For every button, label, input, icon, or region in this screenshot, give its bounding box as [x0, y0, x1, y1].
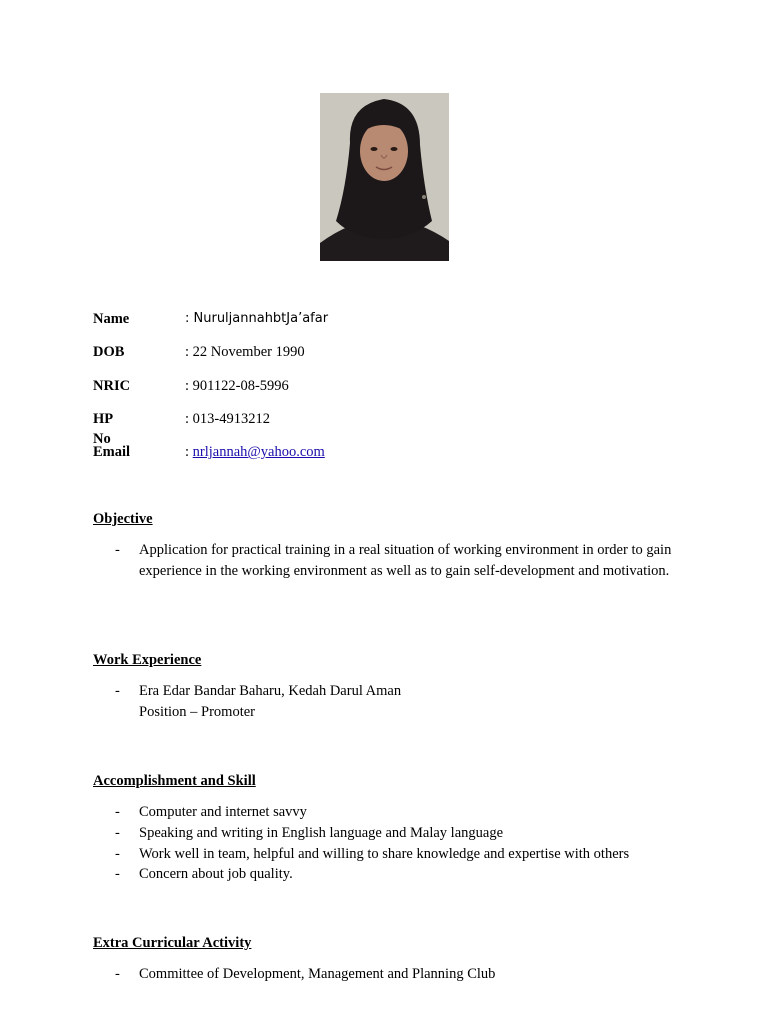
list-item: [93, 844, 693, 865]
nric-value: : 901122-08-5996: [185, 377, 289, 394]
skills-section: [93, 771, 693, 885]
dob-value: : 22 November 1990: [185, 344, 305, 361]
email-link[interactable]: nrljannah@yahoo.com: [192, 444, 325, 461]
activity-text: Committee of Development, Management and Planning Club: [139, 966, 496, 982]
work-experience-section: [93, 650, 693, 723]
list-item: [93, 864, 693, 885]
objective-section: [93, 509, 693, 582]
extra-curricular-section: [93, 933, 693, 985]
name-value: : NuruljannahbtJa’afar: [185, 311, 329, 326]
skill-text: Work well in team, helpful and willing to share knowledge and expertise with others: [139, 845, 630, 862]
objective-heading: Objective: [93, 511, 153, 527]
hp-label: HP No: [93, 410, 113, 447]
skill-text: Concern about job quality.: [139, 866, 293, 883]
list-dash: -: [115, 966, 120, 982]
list-dash: -: [115, 542, 120, 558]
list-item: [93, 540, 693, 582]
skills-heading: Accomplishment and Skill: [93, 773, 256, 789]
objective-list: [93, 540, 693, 582]
dob-label: DOB: [93, 344, 125, 361]
list-dash: -: [115, 845, 120, 862]
work-position: Position – Promoter: [139, 703, 256, 720]
skill-text: Speaking and writing in English language and Malay language: [139, 824, 504, 841]
list-dash: -: [115, 683, 120, 699]
work-experience-list: [93, 681, 693, 723]
list-dash: -: [115, 824, 120, 841]
list-item: [93, 681, 693, 723]
list-dash: -: [115, 804, 120, 820]
email-prefix: :: [185, 444, 193, 461]
list-item: [93, 964, 693, 985]
email-value-wrap: [185, 442, 325, 462]
skill-text: Computer and internet savvy: [139, 804, 307, 820]
extra-curricular-list: [93, 964, 693, 985]
hp-value: : 013-4913212: [185, 410, 270, 427]
portrait-image: [320, 93, 449, 261]
email-label: Email: [93, 444, 131, 461]
work-experience-heading: Work Experience: [93, 652, 202, 668]
work-employer: Era Edar Bandar Baharu, Kedah Darul Aman: [139, 683, 402, 699]
nric-label: NRIC: [93, 377, 131, 394]
list-item: [93, 802, 693, 823]
list-item: [93, 823, 693, 844]
objective-text: Application for practical training in a real situation of working environment in order to gain experience in the working environment as well as to gain self-development and motivation.: [139, 542, 672, 579]
skills-list: [93, 802, 693, 885]
extra-curricular-heading: Extra Curricular Activity: [93, 935, 252, 951]
name-label: Name: [93, 311, 130, 327]
list-dash: -: [115, 866, 120, 883]
profile-photo: [320, 93, 449, 261]
